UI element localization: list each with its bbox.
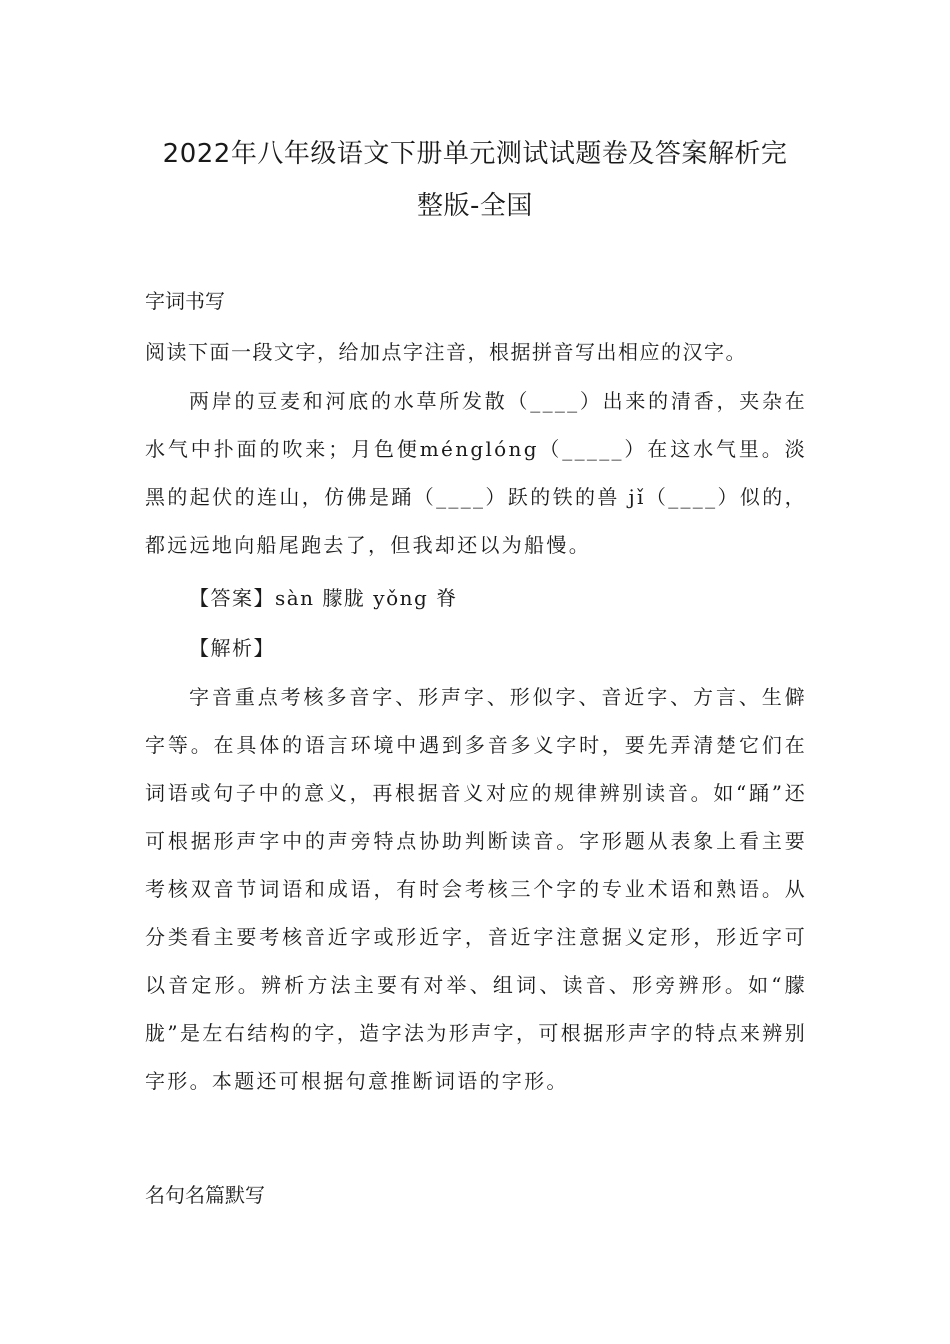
- passage-text: 两岸的豆麦和河底的水草所发散（____）出来的清香，夹杂在水气中扑面的吹来；月色便ménglóng（_____）在这水气里。淡黑的起伏的连山，仿佛是踊（____）跃的铁的兽 jǐ（____）似的，都远远地向船尾跑去了，但我却还以为船慢。: [145, 389, 807, 557]
- document-title: [140, 128, 810, 232]
- analysis-text: 字音重点考核多音字、形声字、形似字、音近字、方言、生僻字等。在具体的语言环境中遇到多音多义字时，要先弄清楚它们在词语或句子中的意义，再根据音义对应的规律辨别读音。如“踊”还可根据形声字中的声旁特点协助判断读音。字形题从表象上看主要考核双音节词语和成语，有时会考核三个字的专业术语和熟语。从分类看主要考核音近字或形近字，音近字注意据义定形，形近字可以音定形。辨析方法主要有对举、组词、读音、形旁辨形。如“朦胧”是左右结构的字，造字法为形声字，可根据形声字的特点来辨别字形。本题还可根据句意推断词语的字形。: [145, 685, 807, 1093]
- title-line-2: 整版-全国: [417, 191, 533, 221]
- instruction-text: 阅读下面一段文字，给加点字注音，根据拼音写出相应的汉字。: [145, 340, 747, 364]
- analysis-label: 【解析】: [189, 636, 275, 660]
- title-line-1: 2022年八年级语文下册单元测试试题卷及答案解析完: [162, 139, 788, 169]
- answer-text: 【答案】sàn 朦胧 yǒng 脊: [189, 586, 458, 610]
- section-heading-famous-quotes: 名句名篇默写: [145, 1183, 265, 1207]
- section-heading-word-writing: 字词书写: [145, 289, 225, 313]
